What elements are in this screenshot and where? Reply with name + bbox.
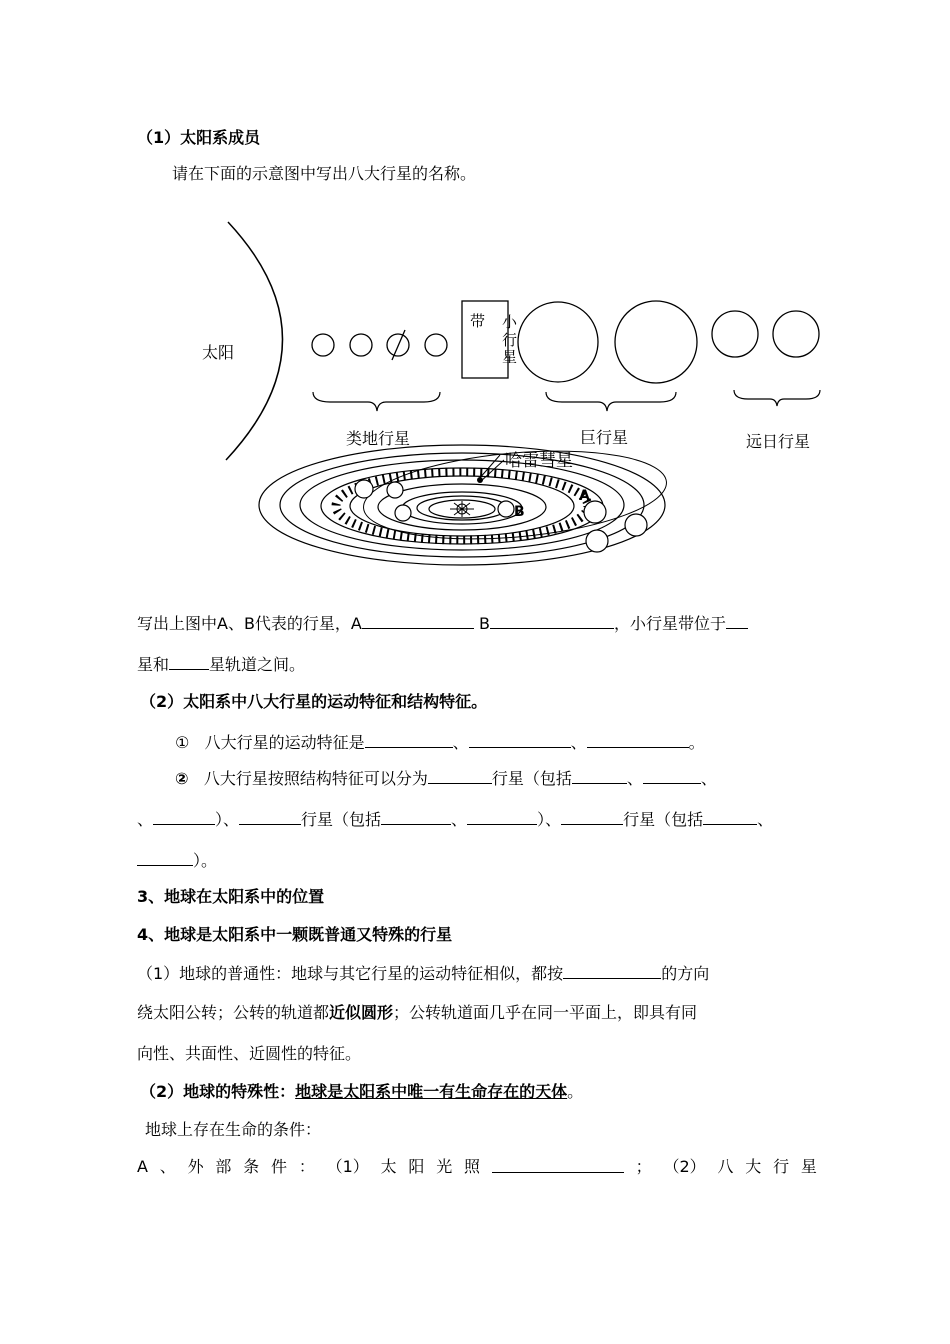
belt-char: 带 (470, 312, 486, 330)
line-char: 、 (159, 1157, 176, 1176)
label-b: B (514, 504, 525, 520)
answer-blank-belt1[interactable] (726, 612, 748, 629)
item-number: ① (175, 733, 190, 752)
item2-line3 (137, 849, 217, 872)
separator: 、 (626, 769, 643, 788)
separator: 、 (570, 733, 587, 752)
item-text: ）、 (215, 810, 240, 829)
item-text: 行星（包括 (491, 769, 572, 788)
item2-line2 (137, 808, 773, 831)
sun-arc (226, 222, 283, 460)
group-label-giant: 巨行星 (580, 428, 629, 447)
paragraph-text: ；公转轨道面几乎在同一平面上，即具有同 (393, 1003, 698, 1022)
special-line (140, 1081, 583, 1103)
paragraph-text: 绕太阳公转；公转的轨道都 (137, 1003, 330, 1022)
orbit-planets (355, 480, 647, 552)
paragraph-text: （1）地球的普通性：地球与其它行星的运动特征相似，都按 (137, 964, 564, 983)
item-number: ② (175, 769, 189, 788)
line-char: 星 (800, 1157, 817, 1176)
item2-line1 (175, 767, 717, 790)
line-char: （1） (326, 1157, 369, 1176)
answer-blank[interactable] (239, 808, 301, 825)
comet-tail (480, 460, 504, 482)
answer-blank[interactable] (153, 808, 215, 825)
separator: 、 (137, 810, 154, 829)
sun-symbol (450, 501, 474, 517)
line-char: 光 (436, 1157, 453, 1176)
line-char: 照 (464, 1157, 481, 1176)
question-text: ，小行星带位于 (613, 614, 726, 633)
section-heading-solar-members: （1）太阳系成员 (137, 128, 261, 147)
answer-blank[interactable] (563, 962, 661, 979)
paragraph-text: （2）地球的特殊性： (140, 1082, 296, 1101)
line-char: A (137, 1157, 148, 1176)
item-text: 八大行星按照结构特征可以分为 (203, 769, 428, 788)
line-char: ： (298, 1157, 315, 1176)
line-char: 条 (243, 1157, 260, 1176)
group-label-distant: 远日行星 (746, 432, 811, 451)
conditions-text: 地球上存在生命的条件： (145, 1120, 322, 1139)
line-char: 外 (187, 1157, 204, 1176)
group-label-terrestrial: 类地行星 (346, 429, 411, 448)
planet-circle (518, 302, 598, 382)
answer-blank[interactable] (703, 808, 757, 825)
answer-blank[interactable] (467, 808, 537, 825)
bold-text: 近似圆形 (329, 1003, 394, 1022)
answer-blank[interactable] (428, 767, 492, 784)
line-char: 件 (271, 1157, 288, 1176)
line-char: ； (635, 1157, 652, 1176)
separator: 、 (451, 810, 468, 829)
item-text: 八大行星的运动特征是 (204, 733, 365, 752)
separator: 、 (700, 769, 717, 788)
paragraph-line (137, 1002, 697, 1024)
label-a: A (579, 488, 590, 504)
question-ab-line1 (137, 612, 748, 635)
question-text: 星轨道之间。 (209, 655, 306, 674)
item-text: 行星（包括 (301, 810, 382, 829)
answer-blank[interactable] (561, 808, 623, 825)
comet-head (477, 477, 483, 483)
external-conditions-line (137, 1156, 817, 1178)
line-char: 八 (717, 1157, 734, 1176)
planet-circle (773, 311, 819, 357)
period: 。 (567, 1082, 584, 1101)
planet-circle (615, 301, 697, 383)
answer-blank[interactable] (137, 849, 193, 866)
paragraph-line (137, 962, 709, 985)
answer-blank[interactable] (469, 731, 571, 748)
belt-char: 星 (502, 348, 518, 366)
answer-blank-b[interactable] (490, 612, 614, 629)
answer-blank[interactable] (643, 767, 701, 784)
planet-circle (425, 334, 447, 356)
belt-char: 小 (502, 313, 518, 331)
comet-label: 哈雷彗星 (505, 451, 573, 471)
line-char: 部 (215, 1157, 232, 1176)
separator: 、 (452, 733, 469, 752)
period: 。 (688, 733, 705, 752)
underlined-text: 地球是太阳系中唯一有生命存在的天体 (295, 1082, 568, 1101)
line-char: 阳 (408, 1157, 425, 1176)
question-text: B (478, 614, 490, 633)
section-heading-features: （2）太阳系中八大行星的运动特征和结构特征。 (140, 692, 488, 711)
instruction-text: 请在下面的示意图中写出八大行星的名称。 (172, 164, 477, 183)
answer-blank[interactable] (587, 731, 689, 748)
paragraph-line: 向性、共面性、近圆性的特征。 (137, 1044, 362, 1063)
planet-circle (712, 311, 758, 357)
solar-system-diagram (0, 200, 950, 580)
answer-blank[interactable] (381, 808, 451, 825)
question-ab-line2 (137, 653, 305, 676)
separator: 、 (757, 810, 774, 829)
item-text: ）、 (537, 810, 562, 829)
item1-line (175, 731, 705, 754)
item-text: 行星（包括 (623, 810, 704, 829)
brace (313, 392, 440, 411)
paragraph-text: 的方向 (661, 964, 710, 983)
line-char: 行 (773, 1157, 790, 1176)
line-char: 大 (745, 1157, 762, 1176)
item-text: ）。 (193, 851, 218, 870)
planet-circle (350, 334, 372, 356)
answer-blank-a[interactable] (362, 612, 474, 629)
question-text: 星和 (137, 655, 170, 674)
line-char: 太 (380, 1157, 397, 1176)
section-heading-earth: 4、地球是太阳系中一颗既普通又特殊的行星 (137, 925, 453, 944)
question-text: 写出上图中A、B代表的行星，A (137, 614, 362, 633)
line-char: （2） (663, 1157, 706, 1176)
answer-blank[interactable] (572, 767, 627, 784)
answer-blank[interactable] (492, 1156, 624, 1173)
section-heading-position: 3、地球在太阳系中的位置 (137, 887, 325, 906)
answer-blank[interactable] (365, 731, 453, 748)
planet-circle (312, 334, 334, 356)
belt-char: 行 (502, 331, 518, 349)
brace (546, 392, 676, 411)
answer-blank-belt2[interactable] (169, 653, 209, 670)
sun-label: 太阳 (202, 343, 235, 362)
brace (734, 390, 820, 406)
